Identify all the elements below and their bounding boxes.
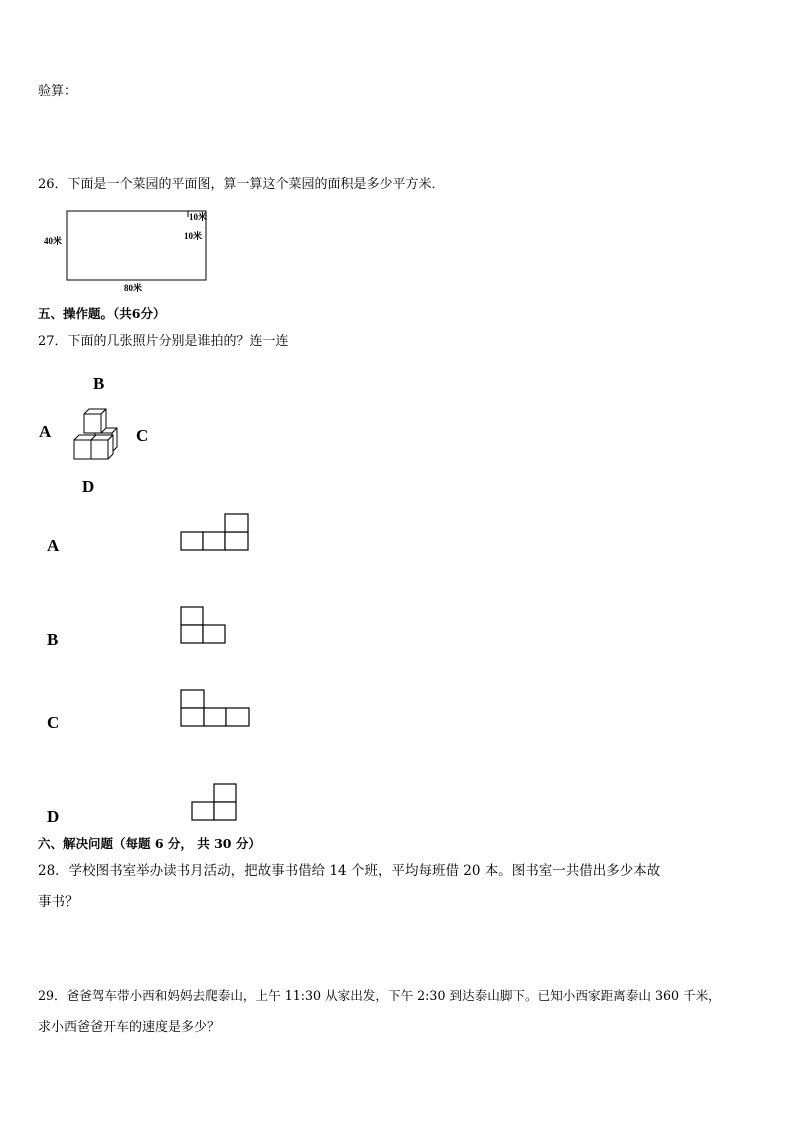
q26-text: 26．下面是一个菜园的平面图，算一算这个菜园的面积是多少平方米．	[38, 177, 445, 192]
view-b-label: B	[47, 630, 59, 649]
position-c-label: C	[136, 426, 149, 445]
q29-line1: 29．爸爸驾车带小西和妈妈去爬泰山，上午 11:30 从家出发，下午 2:30 到达泰山脚下。已知小西家距离泰山 360 千米，	[38, 988, 721, 1003]
q28-line2: 事书？	[38, 894, 79, 910]
check-label: 验算：	[38, 84, 78, 99]
position-d-label: D	[82, 477, 95, 496]
position-a-label: A	[39, 422, 52, 441]
garden-label-top-right: 10米	[189, 212, 208, 222]
q29-line2: 求小西爸爸开车的速度是多少？	[38, 1020, 221, 1035]
view-c-label: C	[47, 713, 60, 732]
position-b-label: B	[93, 374, 105, 393]
view-d-label: D	[47, 807, 60, 826]
view-a-label: A	[47, 536, 60, 555]
section5-heading: 五、操作题。（共6分）	[38, 306, 166, 321]
garden-label-bottom: 80米	[124, 283, 143, 293]
garden-label-left: 40米	[44, 236, 63, 246]
q28-line1: 28．学校图书室举办读书月活动，把故事书借给 14 个班，平均每班借 20 本。图书室一共借出多少本故	[38, 863, 661, 879]
section6-heading: 六、解决问题（每题 6 分， 共 30 分）	[38, 836, 261, 851]
garden-label-inner-right: 10米	[184, 231, 203, 241]
q27-text: 27．下面的几张照片分别是谁拍的？连一连	[38, 334, 289, 349]
